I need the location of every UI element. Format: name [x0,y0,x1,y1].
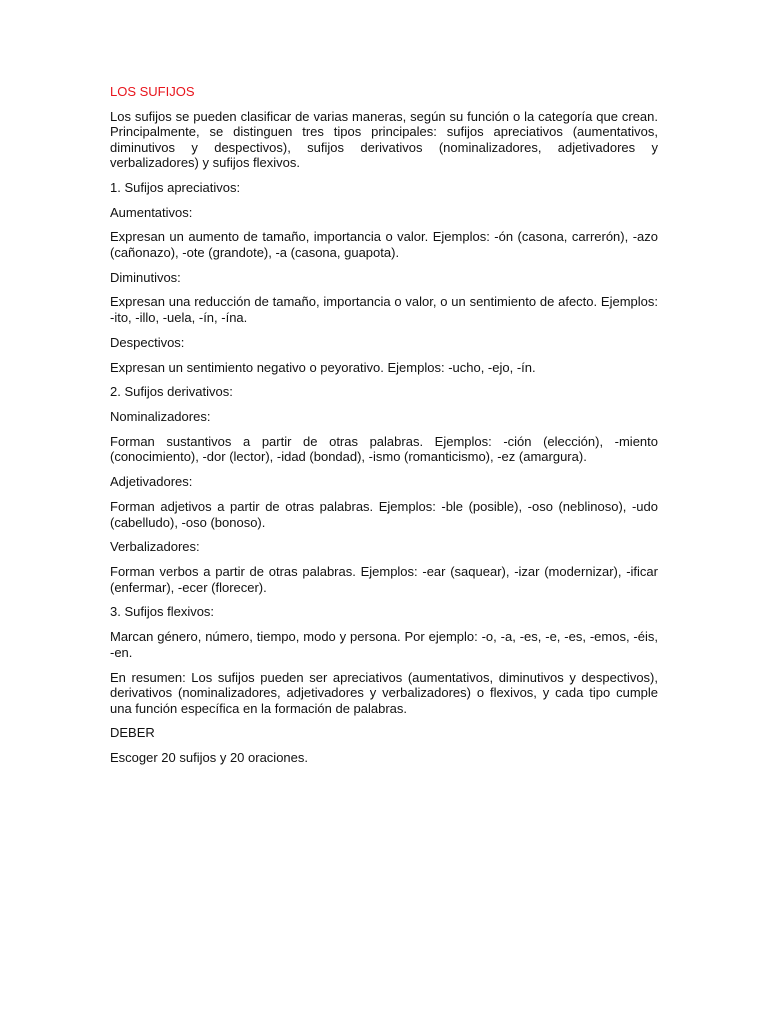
paragraph-intro: Los sufijos se pueden clasificar de varias maneras, según su función o la categoría que crean. Principalmente, se distinguen tres tipos principales: sufijos apreciativos (aumentativos, diminutivos y despectivos), sufijos derivativos (nominalizadores, adjetivadores y verbalizadores) y sufijos flexivos. [110,108,658,170]
paragraph-diminutivos: Expresan una reducción de tamaño, importancia o valor, o un sentimiento de afecto. Ejemplos: -ito, -illo, -uela, -ín, -ína. [110,294,658,325]
document-title: LOS SUFIJOS [110,84,195,99]
heading-derivativos: 2. Sufijos derivativos: [110,384,233,400]
subheading-adjetivadores: Adjetivadores: [110,474,193,490]
paragraph-verbalizadores: Forman verbos a partir de otras palabras. Ejemplos: -ear (saquear), -izar (modernizar), -ificar (enfermar), -ecer (florecer). [110,564,658,595]
heading-apreciativos: 1. Sufijos apreciativos: [110,179,241,195]
paragraph-flexivos: Marcan género, número, tiempo, modo y persona. Por ejemplo: -o, -a, -es, -e, -es, -emos, -éis, -en. [110,629,658,660]
heading-deber: DEBER [110,725,155,741]
paragraph-resumen: En resumen: Los sufijos pueden ser apreciativos (aumentativos, diminutivos y despectivos), derivativos (nominalizadores, adjetivadores y verbalizadores) o flexivos, y cada tipo cumple una función específica en la formación de palabras. [110,669,658,716]
paragraph-nominalizadores: Forman sustantivos a partir de otras palabras. Ejemplos: -ción (elección), -miento (conocimiento), -dor (lector), -idad (bondad), -ismo (romanticismo), -ez (amargura). [110,433,658,465]
paragraph-aumentativos: Expresan un aumento de tamaño, importancia o valor. Ejemplos: -ón (casona, carrerón), -azo (cañonazo), -ote (grandote), -a (casona, guapota). [110,229,658,260]
subheading-despectivos: Despectivos: [110,334,185,350]
subheading-nominalizadores: Nominalizadores: [110,409,211,425]
paragraph-despectivos: Expresan un sentimiento negativo o peyorativo. Ejemplos: -ucho, -ejo, -ín. [110,359,536,375]
paragraph-deber: Escoger 20 sufijos y 20 oraciones. [110,750,308,766]
subheading-diminutivos: Diminutivos: [110,269,181,285]
subheading-aumentativos: Aumentativos: [110,204,193,220]
heading-flexivos: 3. Sufijos flexivos: [110,604,215,620]
paragraph-adjetivadores: Forman adjetivos a partir de otras palabras. Ejemplos: -ble (posible), -oso (neblinoso), -udo (cabelludo), -oso (bonoso). [110,499,658,530]
subheading-verbalizadores: Verbalizadores: [110,539,200,555]
document-page [110,84,658,775]
